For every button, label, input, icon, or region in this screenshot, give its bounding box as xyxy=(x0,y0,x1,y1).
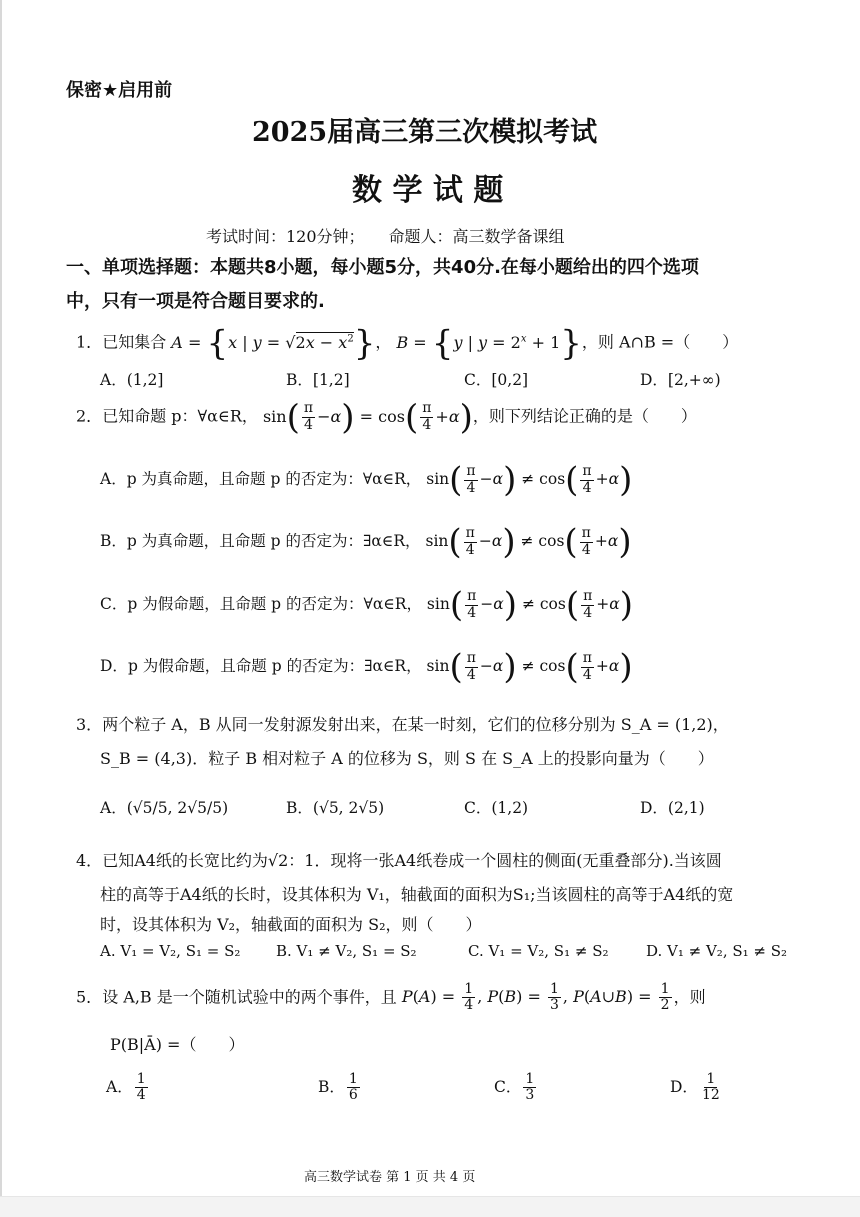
question-4-line1 xyxy=(76,848,722,871)
q1-option-d: D．[2,+∞) xyxy=(640,371,721,389)
q5-number: 5． xyxy=(76,987,103,1007)
q1-stem-suffix: ，则 A∩B =（ ） xyxy=(581,332,739,352)
q4-line2: 柱的高等于A4纸的长时，设其体积为 V₁，轴截面的面积为S₁;当该圆柱的高等于A4纸的宽 xyxy=(100,885,734,904)
q1-set-a: A = {x | $y = √2x - x^2$} xyxy=(171,323,376,363)
q2-option-b-text: p 为真命题，且命题 p 的否定为：∃α∈R， xyxy=(126,532,421,550)
q5-option-d-fraction: $\frac{1}{12}$ xyxy=(701,1071,720,1104)
q5-probabilities: P(A) = $\frac{1}{4}$ , P(B) = $\frac{1}{3}$ , P(A∪B) = $\frac{1}{2}$ xyxy=(401,981,670,1014)
q3-option-c: C．(1,2) xyxy=(464,799,529,817)
q4-option-c: C. V₁ = V₂, S₁ ≠ S₂ xyxy=(468,942,609,960)
section-heading-line1: 一、单项选择题：本题共8小题，每小题5分，共40分.在每小题给出的四个选项 xyxy=(66,257,699,278)
q2-option-d-formula: sin( $\frac{\pi}{4}$ −α) ≠ cos( $\frac{\pi}{4}$ +α) xyxy=(426,647,633,687)
q3-number: 3． xyxy=(76,715,103,734)
q5-option-a-label: A． xyxy=(106,1077,133,1096)
q4-number: 4． xyxy=(76,851,103,870)
q3-line1: 两个粒子 A，B 从同一发射源发射出来，在某一时刻，它们的位移分别为 S_A = (1,2)， xyxy=(102,715,729,734)
scan-left-edge xyxy=(0,0,2,1216)
q5-option-b xyxy=(318,1072,362,1104)
question-3-line1 xyxy=(76,712,729,735)
exam-subtitle: 数 学 试 题 xyxy=(352,173,504,208)
q1-number: 1． xyxy=(76,332,103,352)
q4-option-b: B. V₁ ≠ V₂, S₁ = S₂ xyxy=(276,942,417,960)
section-heading-line2: 中，只有一项是符合题目要求的. xyxy=(66,291,325,312)
page-footer: 高三数学试卷 第 1 页 共 4 页 xyxy=(304,1170,476,1185)
q2-stem-prefix: 已知命题 p：∀α∈R， xyxy=(102,406,258,426)
q2-option-a-label: A． xyxy=(100,470,127,488)
q5-option-b-label: B． xyxy=(318,1077,345,1096)
q3-line2: S_B = (4,3)．粒子 B 相对粒子 A 的位移为 S，则 S 在 S_A 上的投影向量为（ ） xyxy=(100,749,714,768)
q1-separator: ， xyxy=(375,332,392,352)
q3-option-a: A．(√5/5, 2√5/5) xyxy=(100,799,229,817)
q4-option-d: D. V₁ ≠ V₂, S₁ ≠ S₂ xyxy=(646,942,788,960)
q5-option-a-fraction: $\frac{1}{4}$ xyxy=(136,1071,146,1104)
q3-option-d: D．(2,1) xyxy=(640,799,705,817)
q5-option-d-label: D． xyxy=(670,1077,698,1096)
q2-option-b-formula: sin( $\frac{\pi}{4}$ −α) ≠ cos( $\frac{\pi}{4}$ +α) xyxy=(425,522,632,562)
q5-option-a xyxy=(106,1072,150,1104)
question-5-line1 xyxy=(76,982,706,1014)
q1-option-a: A．(1,2] xyxy=(100,371,164,389)
q4-line1: 已知A4纸的长宽比约为√2：1．现将一张A4纸卷成一个圆柱的侧面(无重叠部分).当该圆 xyxy=(102,851,722,870)
q2-option-d-text: p 为假命题，且命题 p 的否定为：∃α∈R， xyxy=(127,657,422,675)
q2-option-a-formula: sin( $\frac{\pi}{4}$ −α) ≠ cos( $\frac{\pi}{4}$ +α) xyxy=(426,460,633,500)
q1-option-c: C．[0,2] xyxy=(464,371,529,389)
q2-option-c-label: C． xyxy=(100,595,128,613)
q4-option-a: A. V₁ = V₂, S₁ = S₂ xyxy=(100,942,241,960)
q5-option-c-label: C． xyxy=(494,1077,522,1096)
q2-number: 2． xyxy=(76,406,103,426)
q5-line1-suffix: ，则 xyxy=(673,987,706,1007)
q2-option-d xyxy=(100,647,633,687)
q2-option-b-label: B． xyxy=(100,532,127,550)
q2-option-c-text: p 为假命题，且命题 p 的否定为：∀α∈R， xyxy=(127,595,422,613)
scan-bottom-band xyxy=(0,1196,860,1217)
q5-option-d xyxy=(670,1072,724,1104)
q2-formula: sin( $\frac{\pi}{4}$ −α) = cos( $\frac{\pi}{4}$ +α) xyxy=(262,397,473,437)
q2-option-c-formula: sin( $\frac{\pi}{4}$ −α) ≠ cos( $\frac{\pi}{4}$ +α) xyxy=(426,585,634,625)
q5-line1-prefix: 设 A,B 是一个随机试验中的两个事件，且 xyxy=(102,987,397,1007)
q2-option-a-text: p 为真命题，且命题 p 的否定为：∀α∈R， xyxy=(126,470,422,488)
q2-option-a xyxy=(100,460,633,500)
question-1 xyxy=(76,323,739,363)
question-2 xyxy=(76,397,697,437)
q5-line2: P(B|Ā) =（ ） xyxy=(110,1035,245,1054)
q5-option-c-fraction: $\frac{1}{3}$ xyxy=(525,1071,535,1104)
q1-stem-prefix: 已知集合 xyxy=(102,332,167,352)
exam-title: 2025届高三第三次模拟考试 xyxy=(252,117,598,148)
q1-option-b: B．[1,2] xyxy=(286,371,350,389)
q4-line3: 时，设其体积为 V₂，轴截面的面积为 S₂，则（ ） xyxy=(100,915,482,934)
q2-option-d-label: D． xyxy=(100,657,128,675)
q2-option-b xyxy=(100,522,632,562)
q5-option-c xyxy=(494,1072,538,1104)
exam-info: 考试时间：120分钟； 命题人：高三数学备课组 xyxy=(206,227,565,246)
q1-set-b: B = {y | $y = 2^x + 1$} xyxy=(396,323,582,363)
confidential-label: 保密★启用前 xyxy=(66,80,173,101)
q3-option-b: B．(√5, 2√5) xyxy=(286,799,385,817)
q2-option-c xyxy=(100,585,634,625)
q2-stem-suffix: ，则下列结论正确的是（ ） xyxy=(472,406,697,426)
q5-option-b-fraction: $\frac{1}{6}$ xyxy=(348,1071,358,1104)
